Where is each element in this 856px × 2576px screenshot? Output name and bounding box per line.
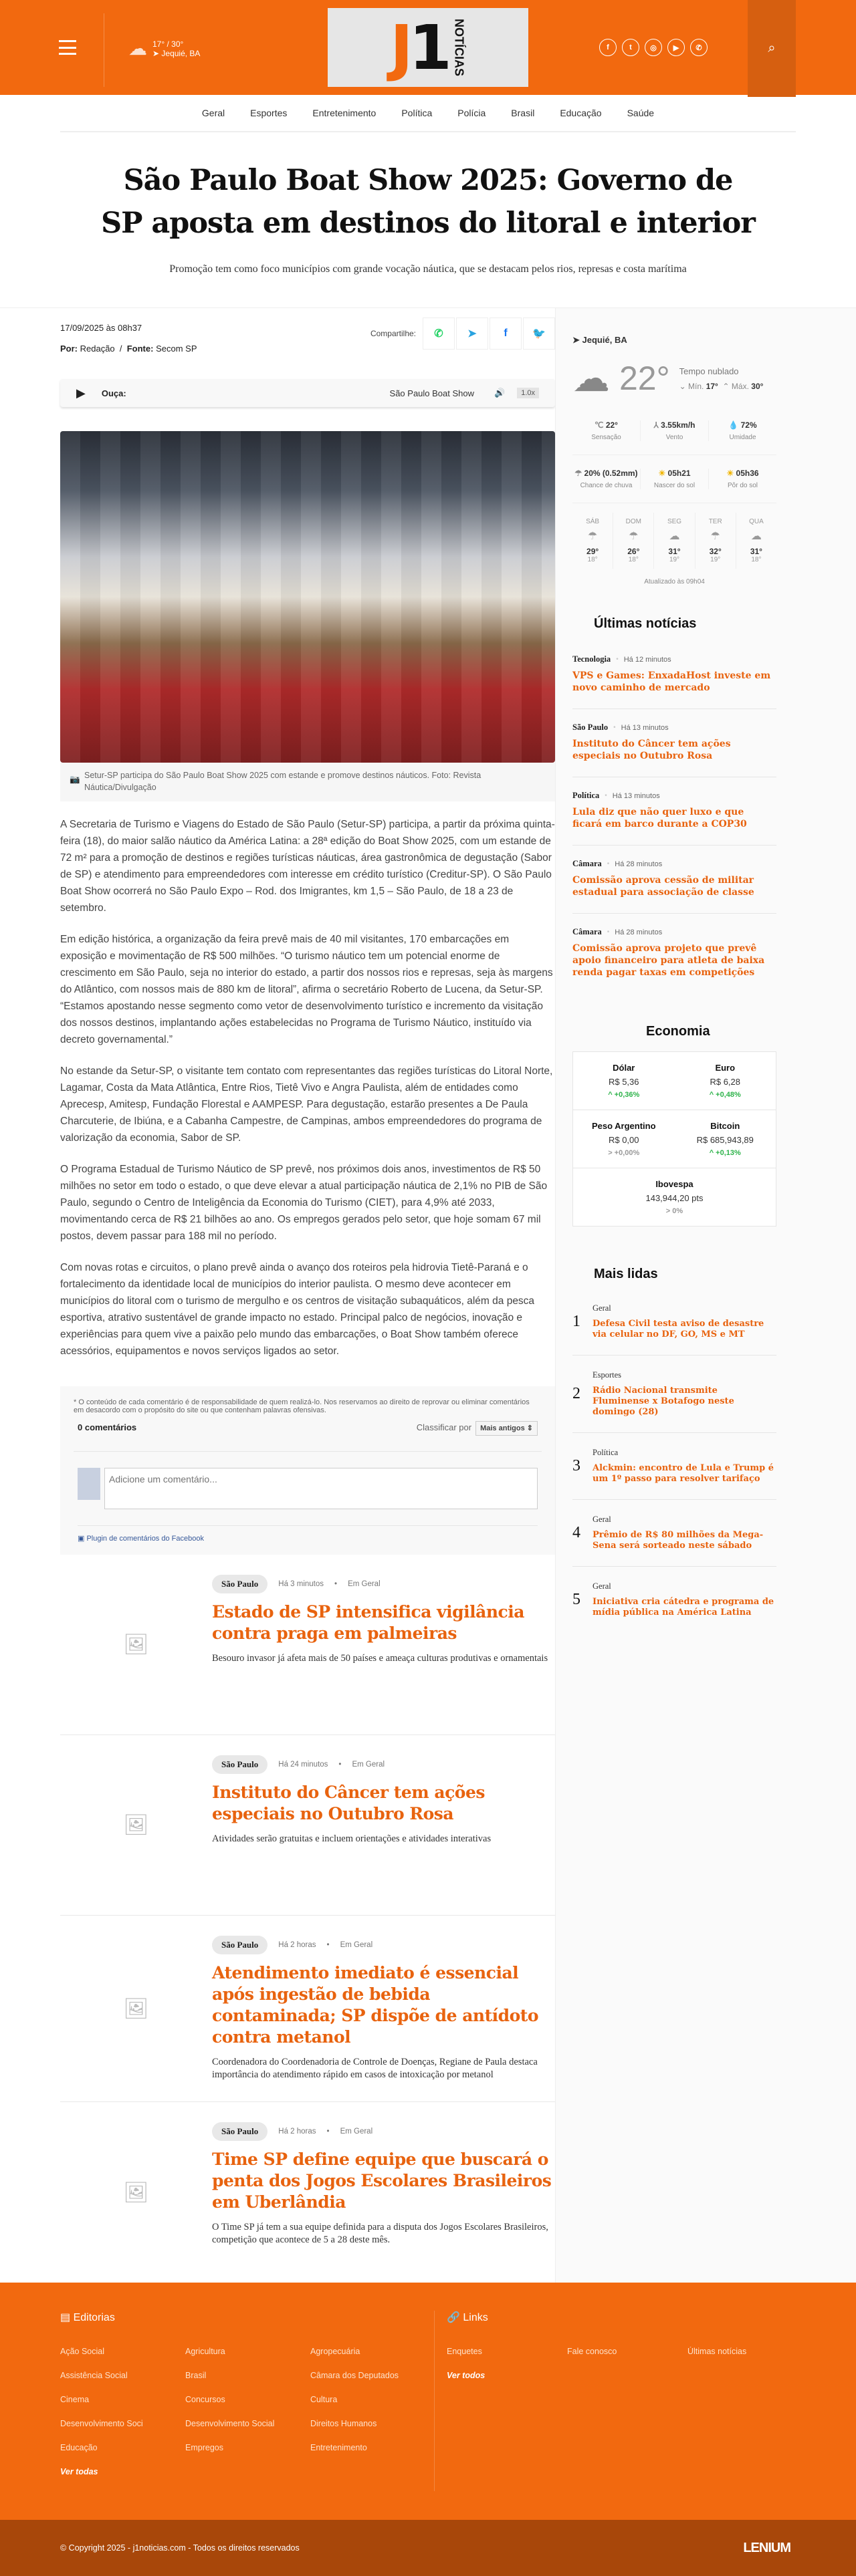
separator-dot: • [605,792,607,799]
nav-item[interactable]: Educação [560,108,602,118]
thumbnail-placeholder-icon[interactable]: 🖼 [123,1814,149,1836]
most-read-heading: Mais lidas [594,1267,658,1281]
currency-value: R$ 5,36 [608,1077,639,1087]
separator-dot: • [613,724,616,731]
weather-stat [709,469,776,489]
nav-item[interactable]: Brasil [511,108,535,118]
forecast-day [736,513,776,569]
news-headline[interactable]: Alckmin: encontro de Lula e Trump é um 1º passo para resolver tarifaço [593,1463,774,1484]
search-icon: ⌕ [768,41,776,55]
separator-dot: • [616,656,619,663]
forecast-day [696,513,736,569]
share-bar [370,317,555,350]
min-temp: 17 [152,39,162,49]
min-temp: 17° [706,381,718,391]
footer-editoria-link[interactable]: Empregos [185,2443,223,2452]
weather-stat [572,469,641,489]
news-time: Há 28 minutos [615,928,663,936]
sort-select[interactable]: Mais antigos ⇕ [475,1421,538,1436]
footer-editoria-link[interactable]: Educação [60,2443,98,2452]
high-temp: 32° [709,547,722,556]
news-meta [212,2122,555,2141]
category-tag[interactable]: São Paulo [212,1755,268,1774]
high-temp: 31° [668,547,681,556]
rank-number: 5 [572,1591,580,1608]
high-temp: 31° [750,547,762,556]
news-category: Esportes [593,1370,622,1380]
weather-stat [641,469,709,489]
footer-editoria-link[interactable]: Entretenimento [310,2443,367,2452]
currency-value: R$ 685,943,89 [696,1135,754,1145]
news-time: Há 28 minutos [615,860,663,868]
nav-item[interactable]: Geral [201,108,225,118]
header-weather[interactable]: ☁ 17° / 30° ➤ Jequié, BA [128,38,201,59]
speed-button[interactable]: 1.0x [517,388,539,398]
currency-value: R$ 6,28 [710,1077,741,1087]
news-item[interactable] [60,2102,555,2283]
rank-number: 2 [572,1385,580,1402]
news-meta [572,654,776,664]
news-desc: O Time SP já tem a sua equipe definida para a disputa dos Jogos Escolares Brasileiros, competição que acontece de 5 a 28 deste mês. [212,2222,548,2245]
low-temp: 18° [587,556,598,563]
stat-value [641,420,708,430]
economy-item [675,1052,776,1110]
humidity-icon: 💧 [728,420,741,430]
paragraph: A Secretaria de Turismo e Viagens do Estado de São Paulo (Setur-SP) participa, a partir da próxima quinta-feira (18), do maior salão náutico da América Latina: a 28ª edição do Boat Show 2025, com um estande de 72 m² para a promoção de destinos e regiões turísticas náuticas, área gastronômica de degustação (Sabor de SP) e atendimento para empreendedores com interesse em crédito turístico (Creditur-SP). O São Paulo Boat Show ocorrerá no São Paulo Expo – Rod. dos Imigrantes, km 1,5 – São Paulo, de 18 a 23 de setembro. [60,819,555,914]
footer-link[interactable]: Fale conosco [567,2347,617,2356]
separator-dot: • [326,2128,330,2136]
day-label: SEG [667,518,682,525]
current-temp: 22° [619,360,670,397]
footer-editoria-link[interactable]: Câmara dos Deputados [310,2371,399,2380]
news-headline[interactable]: Lula diz que não quer luxo e que ficará em barco durante a COP30 [572,807,747,829]
thermometer-icon: ℃ [595,420,606,430]
paragraph: No estande da Setur-SP, o visitante tem contato com representantes das regiões turísticas do Litoral Norte, Lagamar, Costa da Mata Atlântica, Entre Rios, Tietê Vivo e Angra Paulista, além de entidades como Aprecesp, Amitesp, Fundação Florestal e AAMPESP. Para degustação, estarão presentes a De Paula Charcuterie, de Ibiúna, e a Cabanha Campestre, de Campinas, ambos empreendedores do programa de valorização da economia, Sabor de SP. [60,1065,553,1144]
max-temp: 30 [171,39,181,49]
copyright: © Copyright 2025 - j1noticias.com - Todos os direitos reservados [60,2543,300,2553]
footer-editoria-link[interactable]: Desenvolvimento Soci [60,2419,143,2428]
news-category: São Paulo [572,723,609,732]
paragraph: Com novas rotas e circuitos, o plano prevê ainda o avanço dos roteiros pela hidrovia Tietê-Paraná e o fortalecimento da identidade local de municípios do interior paulista. O mesmo deve acontecer em municípios do litoral com o turismo de mergulho e os centros de visitação subaquáticos, além da pesca esportiva, atrativo sustentável de grande impacto no estado. Principal palco de negócios, inovação e experiências para quem vive a paixão pelo mundo das embarcações, o Boat Show também oferece acessórios, equipamentos e novos serviços ligados ao setor. [60,1262,535,1357]
currency-name: Ibovespa [655,1179,693,1189]
stat-value [709,469,776,478]
volume-icon[interactable]: 🔊 [494,388,506,398]
news-title[interactable]: Instituto do Câncer tem ações especiais no Outubro Rosa [212,1783,485,1823]
cloud-icon: ☁ [128,38,147,59]
forecast-day [572,513,613,569]
location-arrow-icon: ➤ [572,335,580,345]
latest-news-item[interactable] [572,846,776,914]
latest-news-item[interactable] [572,914,776,993]
latest-news-item[interactable] [572,709,776,777]
footer-editoria-link[interactable]: Ação Social [60,2347,105,2356]
category-tag[interactable]: São Paulo [212,1936,268,1954]
source-label: Fonte: [126,344,154,354]
news-desc: Atividades serão gratuitas e incluem orientações e atividades interativas [212,1833,492,1844]
max-temp: 30° [751,381,764,391]
nav-item[interactable]: Entretenimento [312,108,377,118]
economy-widget [572,1051,776,1227]
most-read-text [593,1370,776,1418]
footer-editoria-link[interactable]: Desenvolvimento Social [185,2419,275,2428]
news-category: Em Geral [348,1580,381,1588]
most-read-item[interactable] [572,1433,776,1500]
rain-cloud-icon: ☂ [710,531,720,542]
stat-label: Nascer do sol [653,482,696,489]
news-text [212,1755,555,1895]
stat-value-text: 20% (0.52mm) [584,469,638,478]
cloud-icon: ☁ [669,531,680,542]
news-category: Geral [593,1303,611,1313]
day-label: DOM [625,518,641,525]
news-category: Geral [593,1581,611,1591]
cloud-icon: ☁ [750,531,762,542]
economy-item [675,1110,776,1168]
economy-item [573,1110,675,1168]
comments-disclaimer: * O conteúdo de cada comentário é de responsabilidade de quem realizá-lo. Nos reservamos ao direito de reprovar ou eliminar comentários em desacordo com o propósito do site ou que contenham palavras ofensivas. [74,1398,530,1414]
cloud-icon: ☁ [572,357,610,399]
rank-number: 1 [572,1313,580,1330]
news-category: Política [572,791,600,800]
twitter-icon[interactable]: t [622,39,639,56]
site-logo[interactable]: J1 NOTÍCIAS [328,8,528,87]
youtube-icon[interactable]: ▶ [667,39,685,56]
news-category: Em Geral [340,2128,373,2136]
facebook-icon[interactable]: f [599,39,617,56]
currency-name: Euro [715,1063,736,1073]
low-temp: 19° [669,556,680,563]
publish-date: 17/09/2025 às 08h37 [60,323,142,333]
day-label: TER [708,518,722,525]
stat-label: Pôr do sol [727,482,758,489]
news-headline[interactable]: Rádio Nacional transmite Fluminense x Botafogo neste domingo (28) [593,1386,734,1417]
stat-value [709,420,776,430]
source: Secom SP [156,344,197,354]
weather-updated: Atualizado às 09h04 [644,578,705,586]
see-all-editorias[interactable]: Ver todas [60,2467,98,2476]
news-category: Política [593,1448,619,1457]
news-time: Há 3 minutos [278,1580,324,1588]
stat-value-text: 3.55km/h [661,420,696,430]
news-text [212,1936,555,2081]
news-meta [572,791,776,801]
copyright-bar [0,2520,856,2576]
news-category: Tecnologia [572,654,611,664]
stat-value-text: 05h21 [667,469,691,478]
comments-count: 0 comentários [78,1422,137,1432]
developer-logo[interactable]: LENIUM [743,2540,790,2555]
nav-item[interactable]: Saúde [627,108,655,118]
low-temp: 18° [628,556,639,563]
most-read-text [593,1515,776,1551]
weather-desc: Tempo nublado [679,366,739,376]
news-desc: Besouro invasor já afeta mais de 50 países e ameaça culturas produtivas e ornamentais [212,1653,548,1664]
latest-news-item[interactable] [572,641,776,709]
news-meta [572,927,776,937]
economy-row [573,1052,776,1110]
stat-label: Sensação [591,434,621,441]
latest-news-heading: Últimas notícias [594,616,697,631]
high-temp: 26° [627,547,640,556]
currency-name: Dólar [613,1063,635,1073]
stat-value [641,469,708,478]
facebook-plugin-link[interactable]: ▣ Plugin de comentários do Facebook [78,1525,538,1543]
currency-change: ^ +0,48% [709,1091,741,1099]
weather-location: Jequié, BA [161,48,201,58]
most-read-text [593,1448,776,1485]
news-title[interactable]: Estado de SP intensifica vigilância contra praga em palmeiras [212,1602,524,1643]
most-read-text [593,1581,776,1618]
social-links [599,39,708,56]
facebook-icon: ▣ [78,1535,85,1543]
footer-editoria-link[interactable]: Cultura [310,2395,338,2404]
news-time: Há 13 minutos [612,791,660,800]
article-title: São Paulo Boat Show 2025: Governo de SP aposta em destinos do litoral e interior [101,164,755,240]
footer-editoria-link[interactable]: Agricultura [185,2347,225,2356]
latest-news-item[interactable] [572,777,776,846]
weather-location: ➤ Jequié, BA [572,335,627,345]
nav-item[interactable]: Esportes [250,108,288,118]
weather-stat [572,420,641,441]
nav-item[interactable]: Polícia [457,108,486,118]
footer-editoria-link[interactable]: Brasil [185,2371,207,2380]
news-time: Há 13 minutos [621,723,669,732]
news-meta [212,1936,555,1954]
most-read-text [593,1303,776,1340]
day-label: QUA [749,518,764,525]
news-headline[interactable]: Iniciativa cria cátedra e programa de mídia pública na América Latina [593,1597,774,1618]
news-time: Há 2 horas [278,1941,316,1949]
news-meta [212,1755,555,1774]
currency-change: > +0,00% [608,1149,640,1157]
most-read-item[interactable] [572,1289,776,1356]
avatar [78,1468,100,1500]
main-nav [60,95,796,132]
news-meta [572,859,776,869]
footer-editoria-link[interactable]: Assistência Social [60,2371,128,2380]
news-time: Há 2 horas [278,2128,316,2136]
rain-icon: ☂ [574,469,584,478]
currency-name: Peso Argentino [591,1121,656,1131]
telegram-share-icon[interactable]: ➤ [456,317,488,350]
see-all-links[interactable]: Ver todos [447,2371,486,2380]
weather-stat [709,420,776,441]
rain-cloud-icon: ☂ [629,531,639,542]
article-body [60,816,555,1360]
paragraph: O Programa Estadual de Turismo Náutico de SP prevê, nos próximos dois anos, investimentos de R$ 50 milhões no setor em todo o estado, o que deve elevar a atual participação náutica de 2,1% no PIB de São Paulo, segundo o Centro de Inteligência da Economia do Turismo (CIET), para 4,9% até 2033, movimentando cerca de R$ 21 bilhões ao ano. Os empregos gerados pelo setor, que hoje somam 67 mil postos, devem passar para 188 mil no período. [60,1164,548,1242]
thumbnail-placeholder-icon[interactable]: 🖼 [123,2181,149,2204]
currency-name: Bitcoin [710,1121,740,1131]
category-tag[interactable]: São Paulo [212,2122,268,2141]
image-caption: 📷 Setur-SP participa do São Paulo Boat Show 2025 com estande e promove destinos náuticos. Foto: Revista Náutica/Divulgação [60,763,555,801]
stat-label: Chance de chuva [580,482,633,489]
forecast [572,513,776,569]
footer-editoria-link[interactable]: Concursos [185,2395,225,2404]
news-category: Câmara [572,927,602,936]
audio-player [60,379,555,407]
by-label: Por: [60,344,78,354]
footer-editoria-link[interactable]: Cinema [60,2395,90,2404]
main-column [0,308,555,2283]
stat-label: Vento [665,434,683,441]
currency-value: R$ 0,00 [608,1135,639,1145]
article-subtitle: Promoção tem como foco municípios com grande vocação náutica, que se destacam pelos rios, represas e costa marítima [169,263,687,275]
comments-section [60,1386,555,1555]
high-temp: 29° [586,547,599,556]
news-time: Há 24 minutos [278,1761,328,1769]
rank-number: 4 [572,1524,580,1541]
weather-stats [572,469,776,503]
wind-icon: ⅄ [653,420,661,430]
camera-icon: 📷 [70,775,80,784]
sidebar: ➤ Jequié, BA ☁ 22° Tempo nublado ⌄ Mín. 17° ⌃ Máx. 30° ℃ 22° Sensação ⅄ 3.55km/h Vento 💧 72% Umidade ☂ 20% (0.52mm) Chance de chuva ☀ 05h21 Nascer do sol ☀ 05h36 Pôr do sol SÁB ☂ 29° 18° DOM ☂ 26° 18° SEG ☁ 31° 19° TER ☂ 32° 19° QUA ☁ 31° 18° Atualizado às 09h04 Últimas notícias Tecnologia • Há 12 minutos VPS e Games: EnxadaHost investe em novo caminho de mercado São Paulo • Há 13 minutos Instituto do Câncer tem ações especiais no Outubro Rosa Política • Há 13 minutos Lula diz que não quer luxo e que ficará em barco durante a COP30 Câmara • Há 28 minutos Comissão aprova cessão de militar estadual para associação de classe Câmara • Há 28 minutos Comissão aprova projeto que prevê apoio financeiro para atleta de baixa renda pagar taxas em competições Economia Dólar R$ 5,36 ^ +0,36% Euro R$ 6,28 ^ +0,48% Peso Argentino R$ 0,00 > +0,00% Bitcoin R$ 685,943,89 ^ +0,13% Ibovespa 143,944,20 pts > 0% Mais lidas 1 Geral Defesa Civil testa aviso de desastre via celular no DF, GO, MS e MT 2 Esportes Rádio Nacional transmite Fluminense x Botafogo neste domingo (28) 3 Política Alckmin: encontro de Lula e Trump é um 1º passo para resolver tarifaço 4 Geral Prêmio de R$ 80 milhões da Mega-Sena será sorteado neste sábado 5 Geral Iniciativa cria cátedra e programa de mídia pública na América Latina [555,308,856,2283]
low-temp: 19° [710,556,721,563]
category-tag[interactable]: São Paulo [212,1575,268,1593]
news-headline[interactable]: VPS e Games: EnxadaHost investe em novo caminho de mercado [572,670,771,693]
news-headline[interactable]: Prêmio de R$ 80 milhões da Mega-Sena será sorteado neste sábado [593,1530,764,1551]
player-track: São Paulo Boat Show [389,388,475,398]
sunrise-icon: ☀ [658,469,668,478]
author: Redação [80,344,115,354]
news-text [212,1575,555,1714]
news-meta [572,723,776,733]
sunset-icon: ☀ [726,469,736,478]
twitter-share-icon[interactable]: 🐦 [523,317,555,350]
nav-item[interactable]: Política [401,108,433,118]
stat-value [572,420,640,430]
news-headline[interactable]: Comissão aprova projeto que prevê apoio financeiro para atleta de baixa renda pagar taxas em competições [572,943,765,978]
economy-row [573,1168,776,1226]
rank-number: 3 [572,1457,580,1474]
day-label: SÁB [586,518,600,525]
rain-cloud-icon: ☂ [587,531,598,542]
site-header [0,0,856,95]
forecast-day [613,513,654,569]
news-headline[interactable]: Comissão aprova cessão de militar estadual para associação de classe [572,875,754,898]
news-category: Câmara [572,859,602,868]
related-news [60,1555,555,2283]
footer-editoria-link[interactable]: Agropecuária [310,2347,360,2356]
economy-row [573,1110,776,1168]
forecast-day [654,513,695,569]
thumbnail-placeholder-icon[interactable]: 🖼 [123,1634,149,1656]
news-item[interactable] [60,1916,555,2102]
news-time: Há 12 minutos [623,655,671,664]
currency-change: ^ +0,36% [608,1091,640,1099]
player-label: Ouça: [101,388,126,398]
footer: ▤ Editorias Ação Social Agricultura Agropecuária Assistência Social Brasil Câmara dos Deputados Cinema Concursos Cultura Desenvolvimento Soci Desenvolvimento Social Direitos Humanos Educação Empregos Entretenimento Ver todas 🔗 Links Enquetes Fale conosco Últimas notícias Ver todos [0,2283,856,2520]
news-category: Em Geral [352,1761,385,1769]
separator-dot: • [338,1761,342,1769]
most-read-item[interactable] [572,1500,776,1567]
byline: Por: Redação / Fonte: Secom SP [60,344,197,354]
footer-link[interactable]: Enquetes [447,2347,482,2356]
link-icon: 🔗 [447,2312,460,2323]
most-read-item[interactable] [572,1356,776,1433]
whatsapp-icon[interactable]: ✆ [690,39,708,56]
weather-stat [641,420,709,441]
stat-value-text: 05h36 [736,469,759,478]
weather-stats [572,420,776,455]
news-title[interactable]: Atendimento imediato é essencial após ingestão de bebida contaminada; SP dispõe de antídoto contra metanol [212,1963,539,2047]
article-image[interactable] [60,431,555,763]
economy-item [573,1052,675,1110]
currency-change: ^ +0,13% [709,1149,741,1157]
low-temp: 18° [751,556,762,563]
news-title[interactable]: Time SP define equipe que buscará o penta dos Jogos Escolares Brasileiros em Uberlândia [212,2150,552,2212]
search-button[interactable] [748,0,796,97]
instagram-icon[interactable]: ◎ [645,39,662,56]
separator-dot: • [326,1941,330,1949]
news-item[interactable] [60,1555,555,1735]
news-text [212,2122,555,2263]
stat-value-text: 72% [740,420,757,430]
play-icon[interactable]: ▶ [76,386,86,400]
comment-input[interactable] [104,1468,538,1509]
separator-dot: • [334,1580,338,1588]
news-category: Geral [593,1515,611,1524]
separator-dot: • [607,860,610,868]
stat-value-text: 22° [605,420,618,430]
paragraph: Em edição histórica, a organização da feira prevê mais de 40 mil visitantes, 170 embarcações em exposição e movimentação de R$ 500 milhões. “O turismo náutico tem um potencial enorme de crescimento em São Paulo, seja no interior do estado, a partir dos nossos rios e represas, seja às margens do Atlântico, com nossos mais de 880 km de litoral”, afirma o secretário Roberto de Lucena, da Setur-SP. “Estamos apostando nesse segmento como vetor de desenvolvimento turístico e incremento da visitação dos nossos destinos, implantando ações estabelecidas no Programa de Turismo Náutico, instituído via decreto governamental.” [60,934,553,1045]
stat-label: Umidade [729,434,756,441]
news-headline[interactable]: Defesa Civil testa aviso de desastre via celular no DF, GO, MS e MT [593,1319,764,1339]
sort-label: Classificar por [416,1422,472,1432]
whatsapp-share-icon[interactable]: ✆ [423,317,455,350]
currency-value: 143,944,20 pts [645,1193,704,1203]
menu-icon[interactable] [59,40,76,55]
economy-heading: Economia [646,1024,710,1039]
news-category: Em Geral [340,1941,373,1949]
newspaper-icon: ▤ [60,2312,71,2323]
share-label: Compartilhe: [370,329,416,338]
most-read-item[interactable] [572,1567,776,1633]
economy-item [573,1168,776,1226]
footer-link[interactable]: Últimas notícias [687,2347,747,2356]
thumbnail-placeholder-icon[interactable]: 🖼 [123,1997,149,2020]
news-item[interactable] [60,1735,555,1916]
separator-dot: • [607,928,610,936]
footer-editoria-link[interactable]: Direitos Humanos [310,2419,377,2428]
stat-value [572,469,640,478]
currency-change: > 0% [665,1207,683,1215]
news-desc: Coordenadora do Coordenadoria de Controle de Doenças, Regiane de Paula destaca importância do atendimento rápido em casos de intoxicação por metanol [212,2057,538,2080]
news-meta [212,1575,555,1593]
facebook-share-icon[interactable]: f [490,317,522,350]
news-headline[interactable]: Instituto do Câncer tem ações especiais no Outubro Rosa [572,739,731,761]
